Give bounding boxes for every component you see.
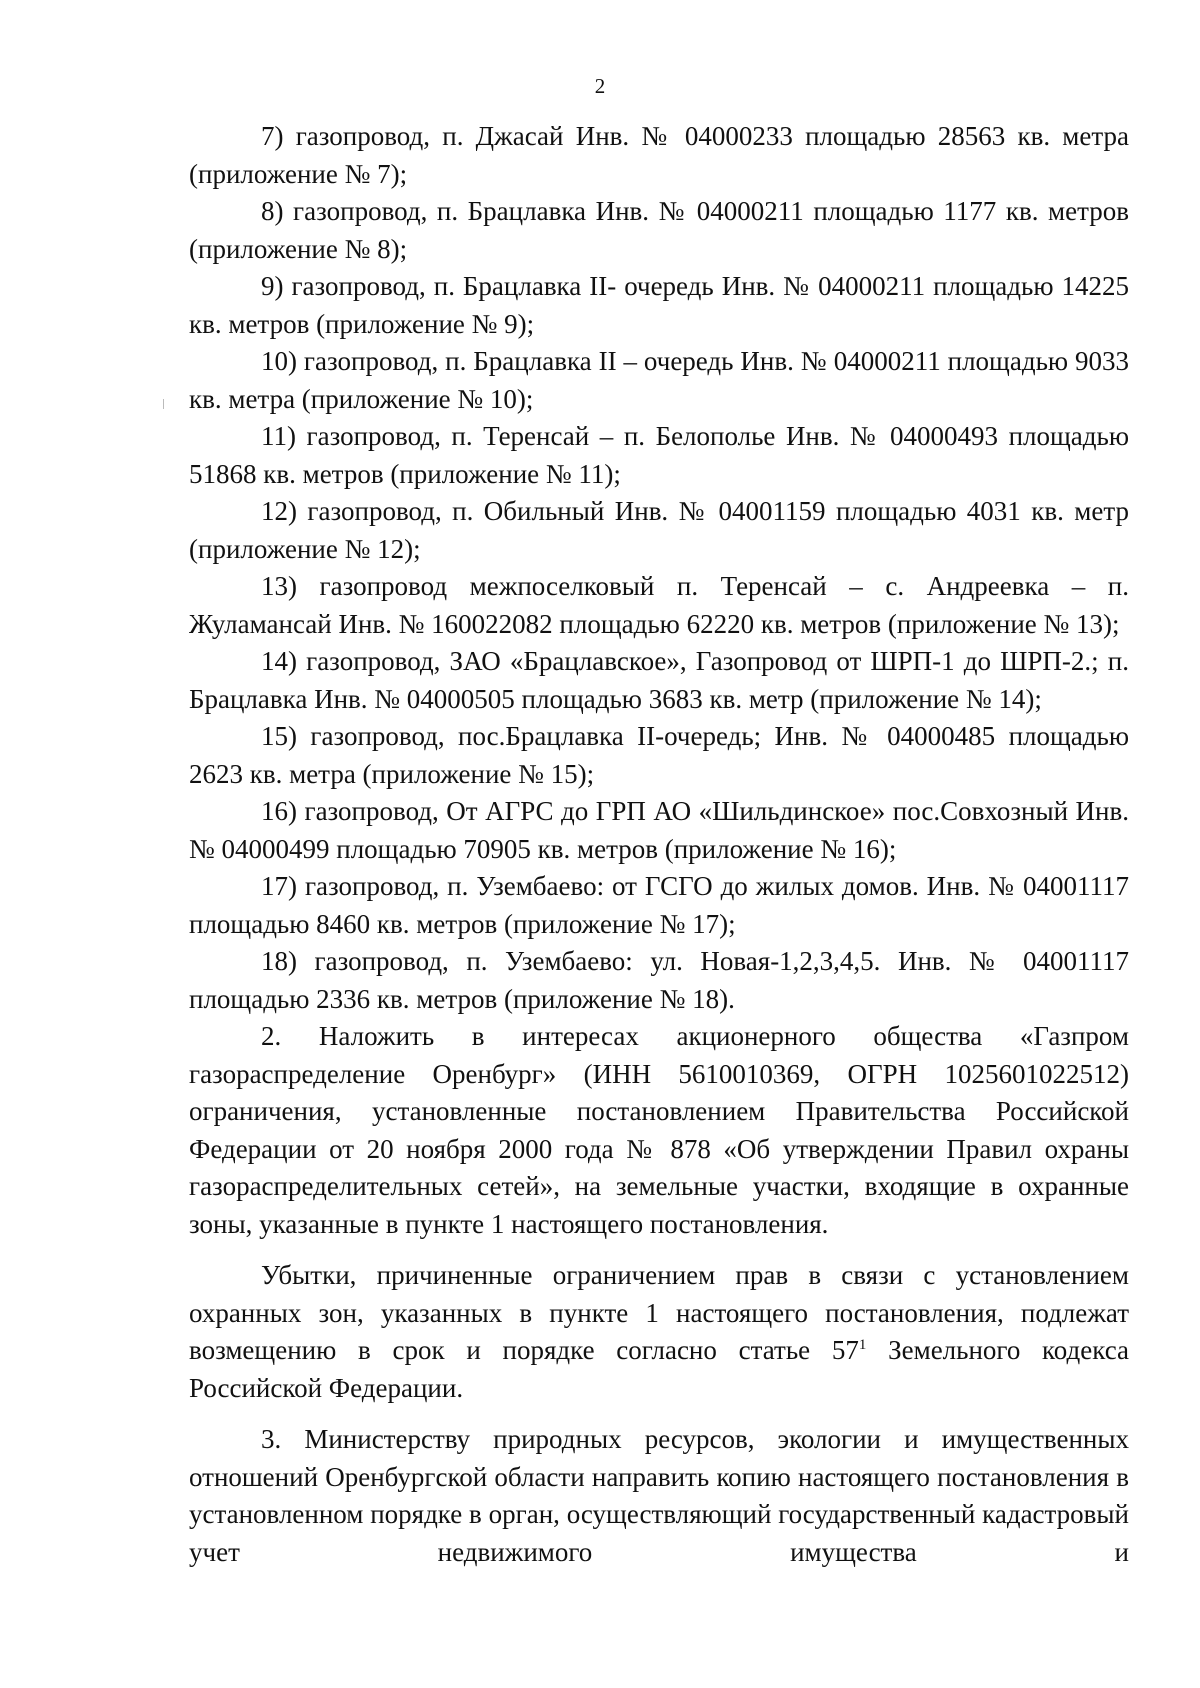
document-body [189,118,1129,1571]
losses-text: Убытки, причиненные ограничением прав в связи с установлением охранных зон, указанных в пункте 1 настоящего постановления, подлежат возмещению в срок и порядке согласно статье 57 [189,1260,1129,1365]
list-item: 13) газопровод межпоселковый п. Теренсай – с. Андреевка – п. Жуламансай Инв. № 160022082 площадью 62220 кв. метров (приложение № 13); [189,571,1129,639]
list-item: 17) газопровод, п. Узембаево: от ГСГО до жилых домов. Инв. № 04001117 площадью 8460 кв. метров (приложение № 17); [189,871,1129,939]
list-item: 10) газопровод, п. Брацлавка II – очередь Инв. № 04000211 площадью 9033 кв. метра (приложение № 10); [189,346,1129,414]
list-item: 15) газопровод, пос.Брацлавка II-очередь; Инв. № 04000485 площадью 2623 кв. метра (приложение № 15); [189,721,1129,789]
list-item: 12) газопровод, п. Обильный Инв. № 04001159 площадью 4031 кв. метр (приложение № 12); [189,496,1129,564]
list-item: 14) газопровод, ЗАО «Брацлавское», Газопровод от ШРП-1 до ШРП-2.; п. Брацлавка Инв. № 04000505 площадью 3683 кв. метр (приложение № 14); [189,646,1129,714]
list-item: 18) газопровод, п. Узембаево: ул. Новая-1,2,3,4,5. Инв. № 04001117 площадью 2336 кв. метров (приложение № 18). [189,946,1129,1014]
list-item: 9) газопровод, п. Брацлавка II- очередь Инв. № 04000211 площадью 14225 кв. метров (приложение № 9); [189,271,1129,339]
list-item: 16) газопровод, От АГРС до ГРП АО «Шильдинское» пос.Совхозный Инв. № 04000499 площадью 70905 кв. метров (приложение № 16); [189,796,1129,864]
paragraph-2-restrictions: 2. Наложить в интересах акционерного общества «Газпром газораспределение Оренбург» (ИНН 5610010369, ОГРН 1025601022512) ограничения, установленные постановлением Правительства Российской Федерации от 20 ноября 2000 года № 878 «Об утверждении Правил охраны газораспределительных сетей», на земельные участки, входящие в охранные зоны, указанные в пункте 1 настоящего постановления. [189,1021,1129,1239]
list-item: 7) газопровод, п. Джасай Инв. № 04000233 площадью 28563 кв. метра (приложение № 7); [189,121,1129,189]
scan-mark [163,399,164,409]
gas-pipeline-list [189,118,1129,1018]
page-number: 2 [594,74,606,98]
paragraph-3-ministry: 3. Министерству природных ресурсов, экологии и имущественных отношений Оренбургской области направить копию настоящего постановления в установленном порядке в орган, осуществляющий государственный кадастровый учет недвижимого имущества и [189,1424,1129,1567]
paragraph-losses [189,1257,1129,1407]
losses-text-end: Земельного кодекса Российской Федерации. [189,1335,1129,1403]
list-item: 11) газопровод, п. Теренсай – п. Белополье Инв. № 04000493 площадью 51868 кв. метров (приложение № 11); [189,421,1129,489]
list-item: 8) газопровод, п. Брацлавка Инв. № 04000211 площадью 1177 кв. метров (приложение № 8); [189,196,1129,264]
article-superscript: 1 [858,1337,867,1353]
